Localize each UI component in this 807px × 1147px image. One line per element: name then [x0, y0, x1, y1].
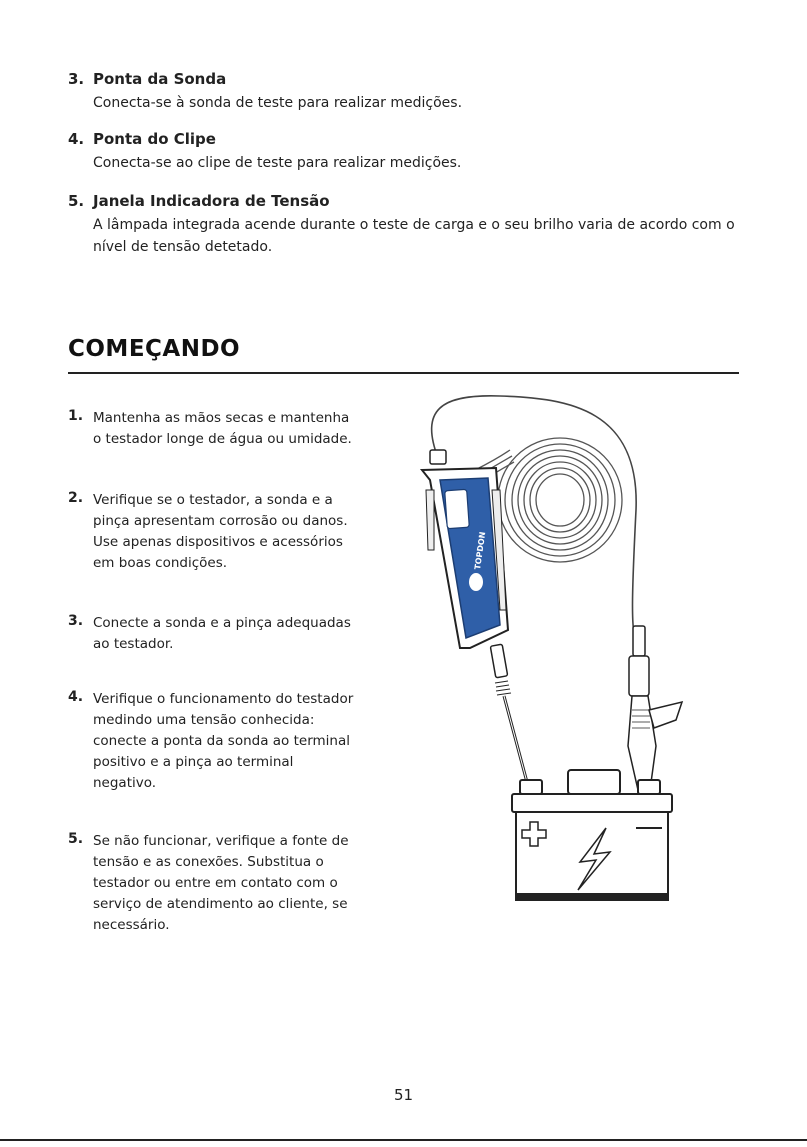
definition-description: A lâmpada integrada acende durante o teste de carga e o seu brilho varia de acordo com o nível de tensão detetado. — [93, 217, 735, 255]
definition-number: 5. — [68, 192, 85, 210]
step-text: Verifique o funcionamento do testador medindo uma tensão conhecida: conecte a ponta da sonda ao terminal positivo e a pinça ao terminal negativo. — [93, 691, 354, 791]
tester-button-icon — [469, 573, 483, 591]
section-divider — [68, 372, 739, 374]
definition-title: Janela Indicadora de Tensão — [93, 192, 330, 210]
footer-divider — [0, 1139, 807, 1141]
definition-number: 4. — [68, 130, 85, 148]
brand-logo: TOPDON — [473, 531, 488, 571]
step-number: 1. — [68, 408, 84, 424]
step-text: Verifique se o testador, a sonda e a pinça apresentam corrosão ou danos. Use apenas dispositivos e acessórios em boas condições. — [93, 492, 348, 571]
test-probe — [490, 644, 528, 786]
definition-title: Ponta da Sonda — [93, 70, 227, 88]
step-number: 5. — [68, 831, 84, 847]
step-text: Conecte a sonda e a pinça adequadas ao testador. — [93, 615, 351, 652]
page-number: 51 — [393, 1086, 414, 1104]
definition-description: Conecta-se ao clipe de teste para realizar medições. — [93, 155, 462, 171]
voltage-indicator-window — [445, 489, 470, 528]
definition-title: Ponta do Clipe — [93, 130, 216, 148]
test-clip — [628, 626, 682, 790]
definition-number: 3. — [68, 70, 85, 88]
section-title: COMEÇANDO — [68, 336, 241, 362]
coiled-cable — [498, 438, 622, 562]
tester-device — [422, 450, 508, 648]
car-battery — [512, 770, 672, 900]
step-text: Se não funcionar, verifique a fonte de tensão e as conexões. Substitua o testador ou entre em contato com o serviço de atendimento ao cliente, se necessário. — [93, 833, 349, 933]
definition-description: Conecta-se à sonda de teste para realizar medições. — [93, 95, 463, 111]
step-text: Mantenha as mãos secas e mantenha o testador longe de água ou umidade. — [93, 410, 352, 447]
step-number: 3. — [68, 613, 84, 629]
step-number: 2. — [68, 490, 84, 506]
tester-battery-illustration — [400, 390, 700, 910]
step-number: 4. — [68, 689, 84, 705]
